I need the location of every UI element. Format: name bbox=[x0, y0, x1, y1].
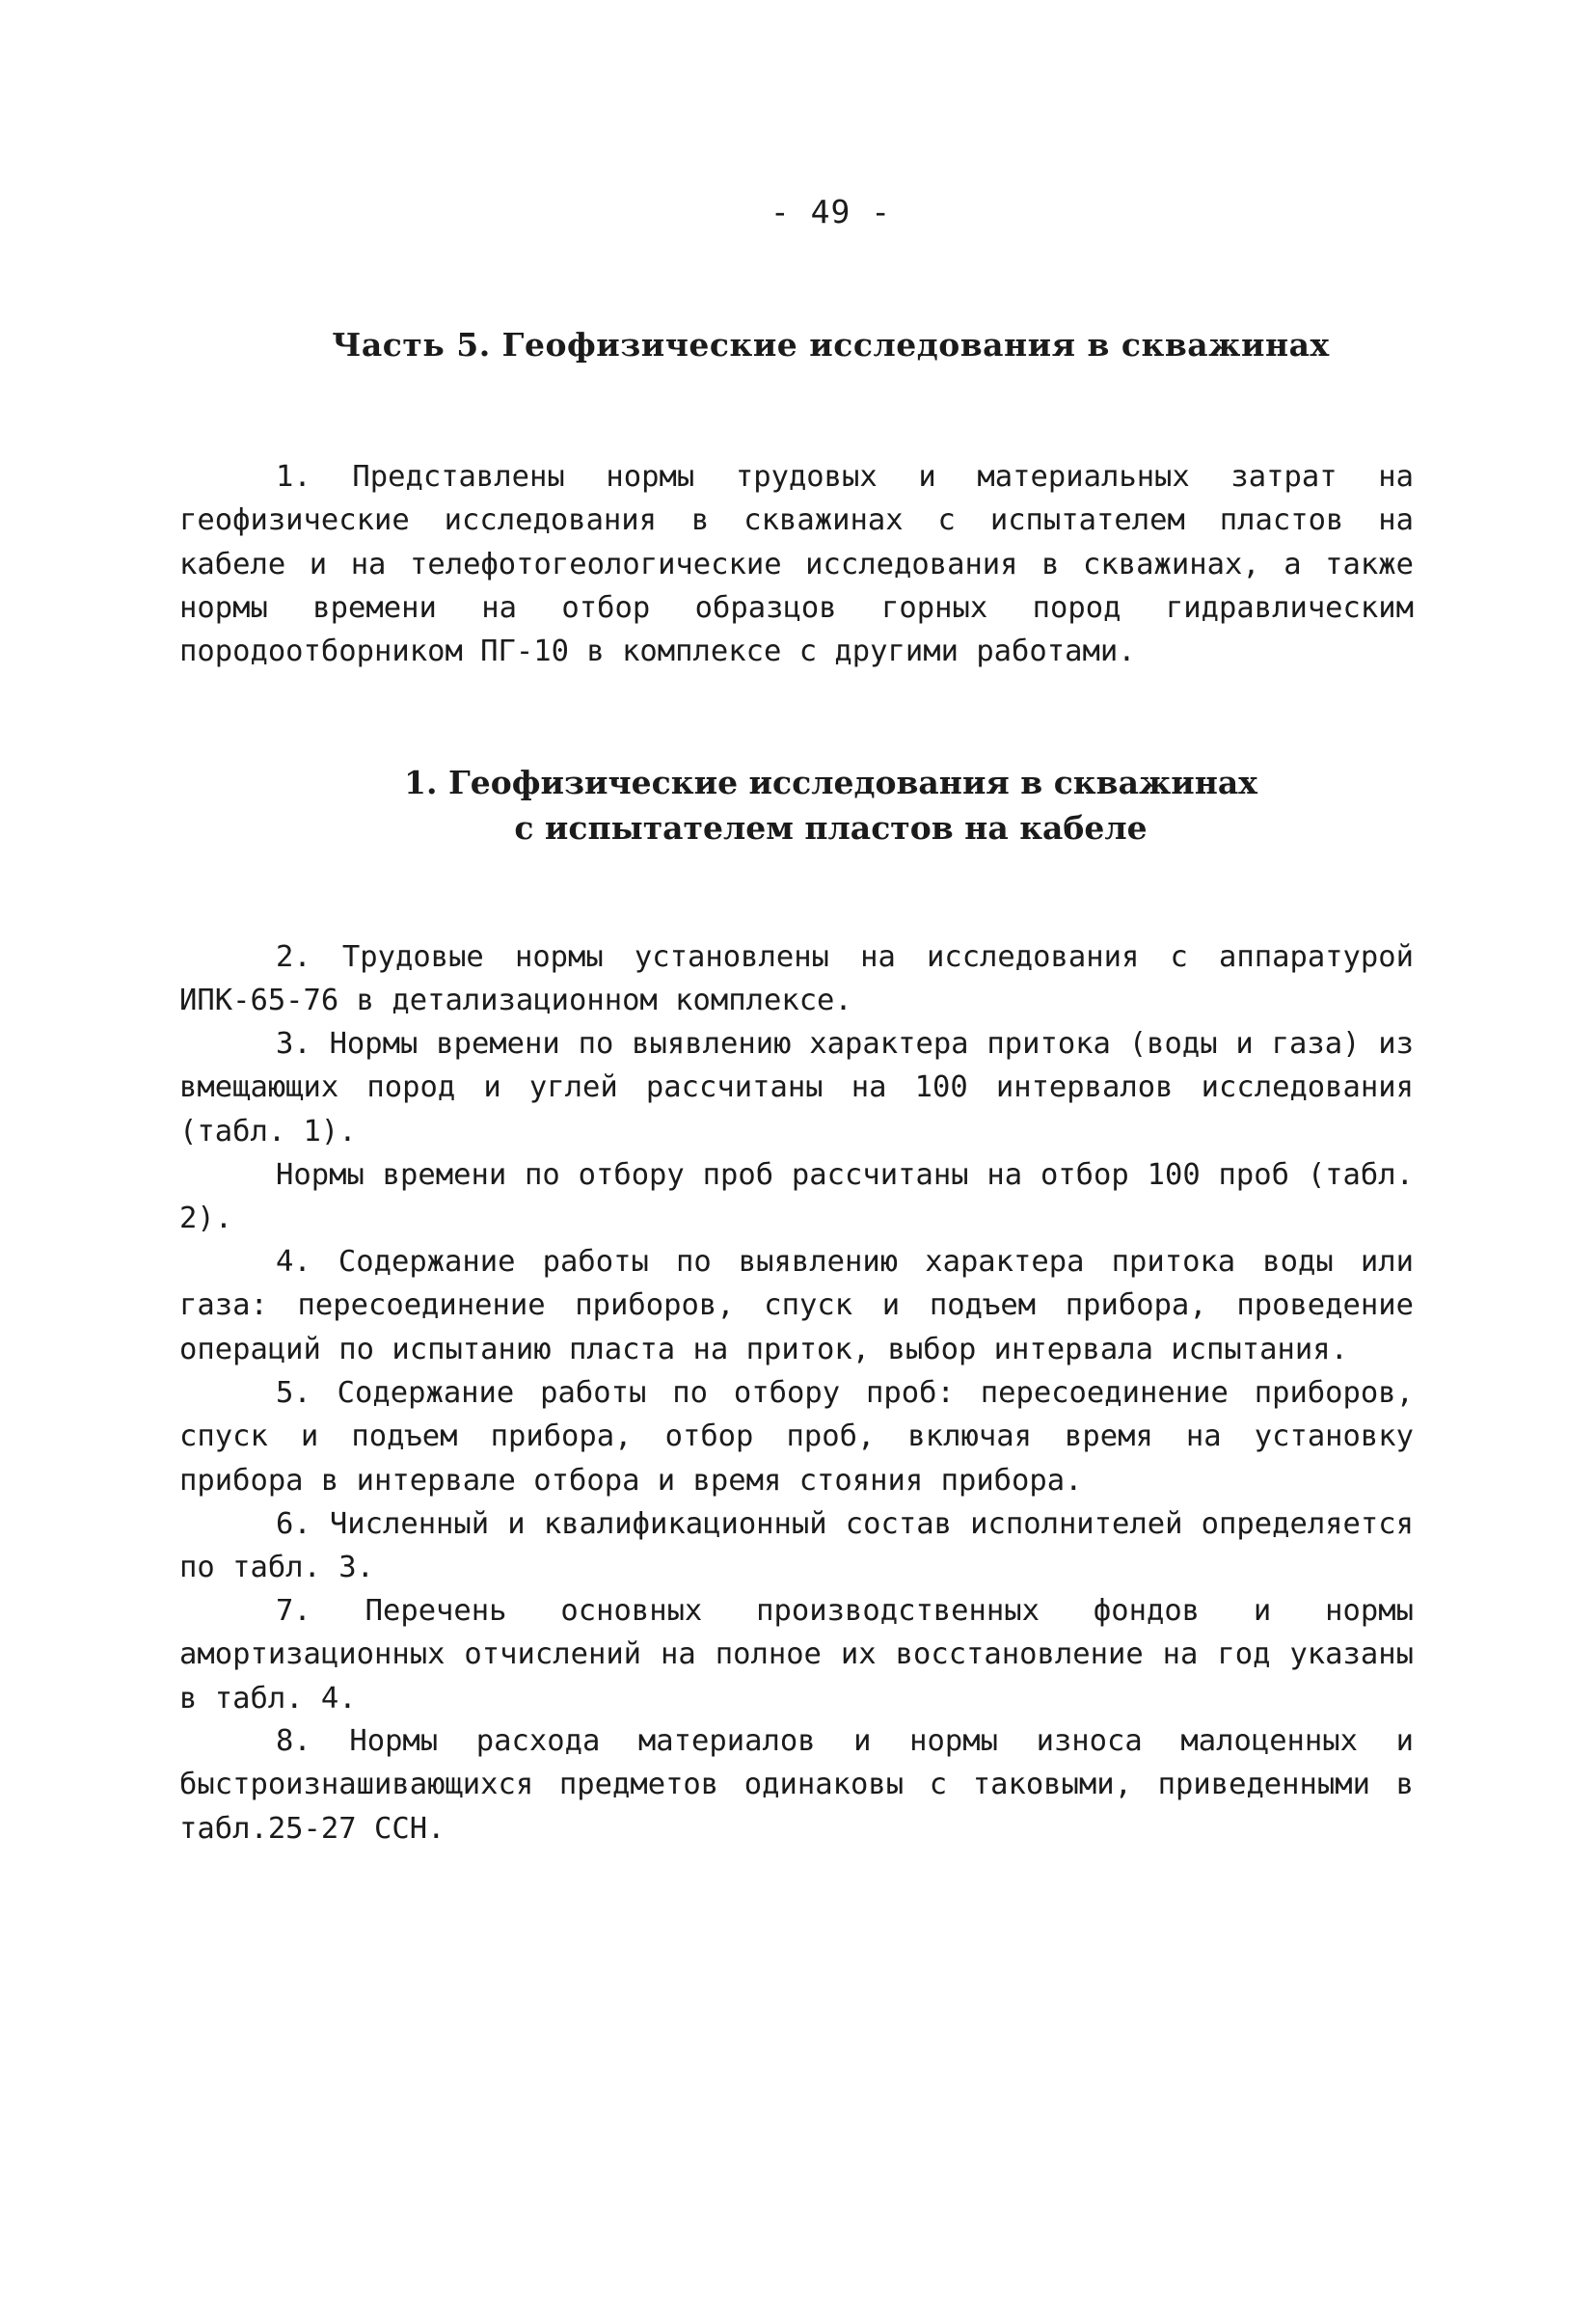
paragraph-8 bbox=[179, 1719, 1414, 1851]
section-title-line-2: с испытателем пластов на кабеле bbox=[514, 809, 1148, 847]
paragraph-8-text: 8. Нормы расхода материалов и нормы износа малоценных и быстроизнашивающихся предметов одинаковы с таковыми, приведенными в табл.25-27 ССН. bbox=[179, 1724, 1414, 1846]
paragraph-3-continuation-text: Нормы времени по отбору проб рассчитаны на отбор 100 проб (табл. 2). bbox=[179, 1158, 1414, 1236]
section-title-line-1: 1. Геофизические исследования в скважинах bbox=[404, 764, 1257, 801]
section-title bbox=[0, 760, 1594, 851]
paragraph-7-text: 7. Перечень основных производственных фондов и нормы амортизационных отчислений на полное их восстановление на год указаны в табл. 4. bbox=[179, 1594, 1414, 1716]
paragraph-7 bbox=[179, 1589, 1414, 1720]
paragraph-2-text: 2. Трудовые нормы установлены на исследования с аппаратурой ИПК-65-76 в детализационном комплексе. bbox=[179, 940, 1414, 1018]
paragraph-3-text: 3. Нормы времени по выявлению характера притока (воды и газа) из вмещающих пород и углей рассчитаны на 100 интервалов исследования (табл. 1). bbox=[179, 1027, 1414, 1148]
part-title: Часть 5. Геофизические исследования в скважинах bbox=[332, 326, 1330, 364]
paragraph-4 bbox=[179, 1240, 1414, 1371]
paragraph-3 bbox=[179, 1022, 1414, 1153]
paragraph-6-text: 6. Численный и квалификационный состав исполнителей определяется по табл. 3. bbox=[179, 1507, 1414, 1585]
page-number: - 49 - bbox=[770, 193, 892, 230]
paragraph-5 bbox=[179, 1371, 1414, 1502]
paragraph-3-continuation bbox=[179, 1153, 1414, 1241]
paragraph-6 bbox=[179, 1502, 1414, 1590]
paragraph-2 bbox=[179, 935, 1414, 1023]
intro-paragraph-text: 1. Представлены нормы трудовых и материальных затрат на геофизические исследования в скважинах с испытателем пластов на кабеле и на телефотогеологические исследования в скважинах, а также нормы времени на отбор образцов горных пород гидравлическим породоотборником ПГ-10 в комплексе с другими работами. bbox=[179, 460, 1414, 669]
paragraph-5-text: 5. Содержание работы по отбору проб: пересоединение приборов, спуск и подъем прибора, отбор проб, включая время на установку прибора в интервале отбора и время стояния прибора. bbox=[179, 1376, 1414, 1498]
paragraph-4-text: 4. Содержание работы по выявлению характера притока воды или газа: пересоединение приборов, спуск и подъем прибора, проведение операций по испытанию пласта на приток, выбор интервала испытания. bbox=[179, 1245, 1414, 1366]
intro-paragraph bbox=[179, 455, 1414, 673]
